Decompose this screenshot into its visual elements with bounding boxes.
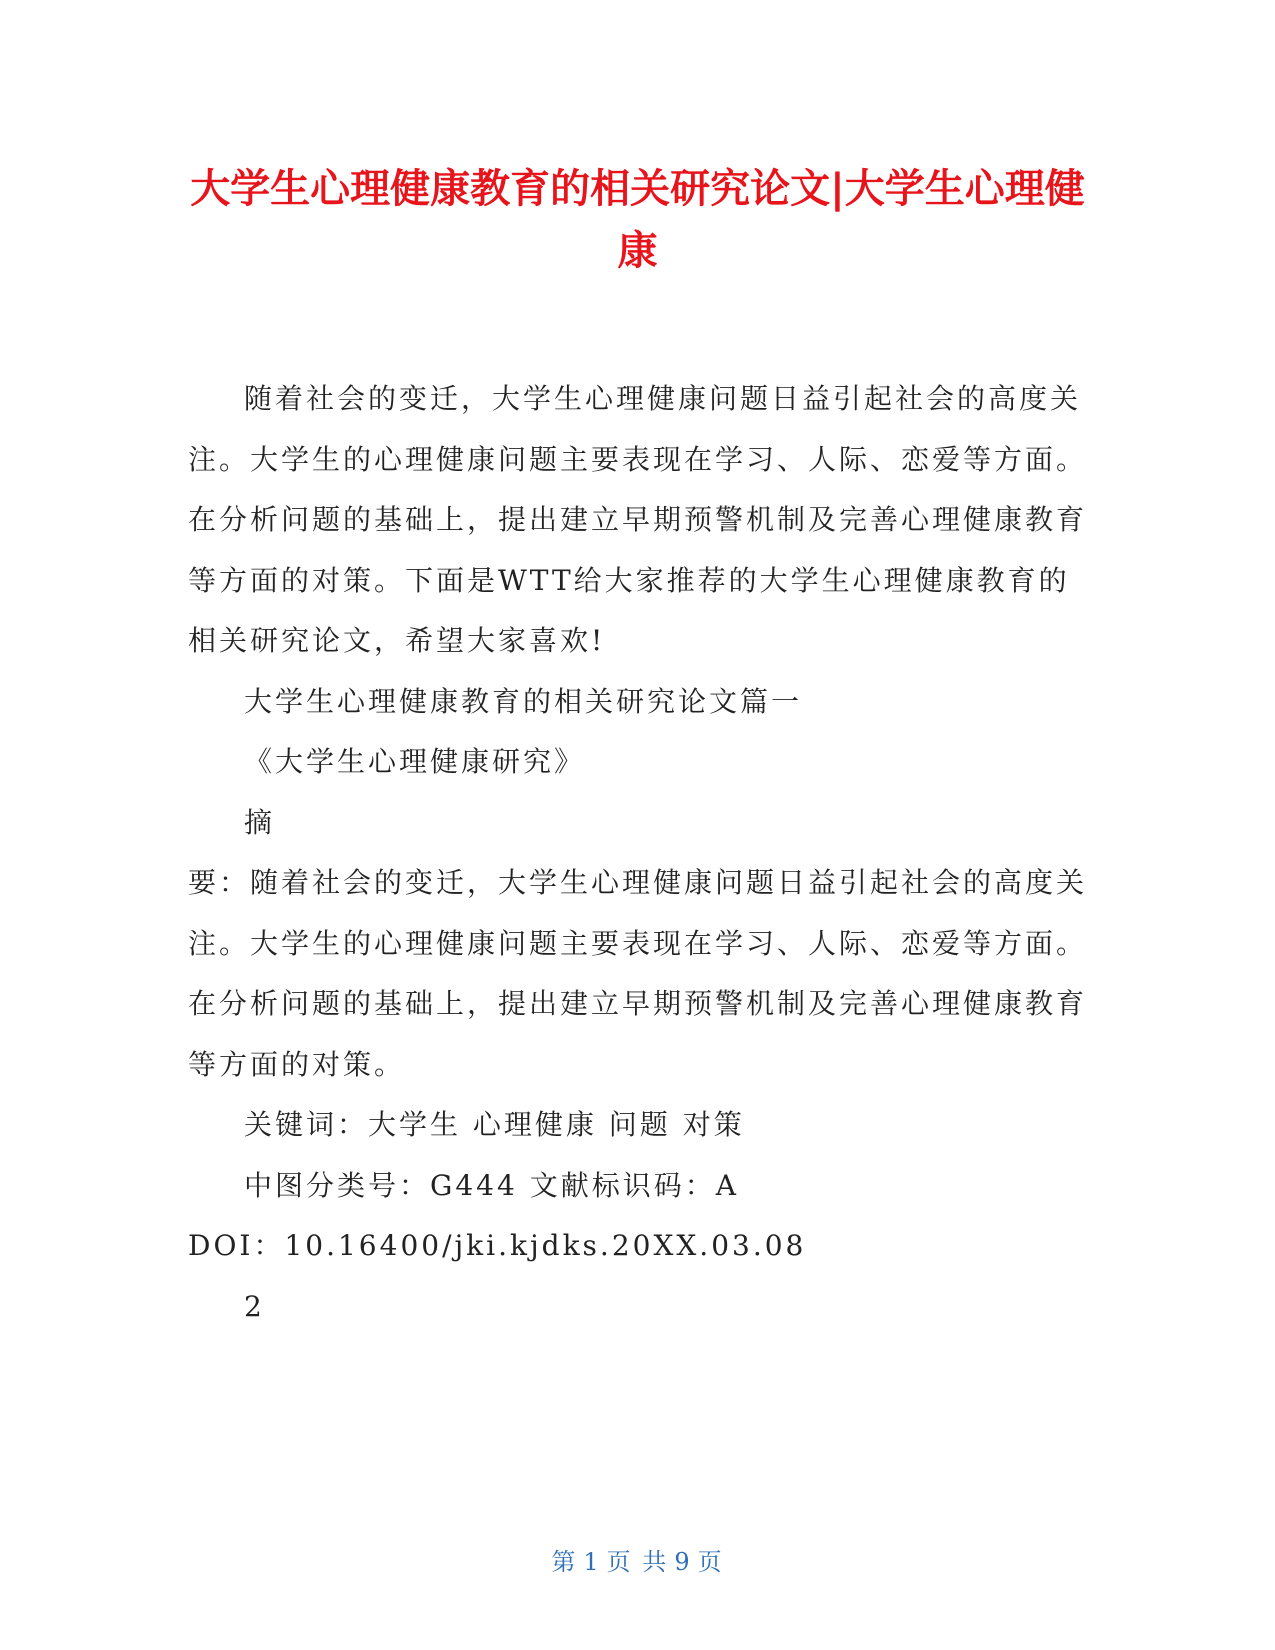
total-pages-number: 9 (674, 1548, 692, 1576)
paper-title: 《大学生心理健康研究》 (244, 745, 586, 778)
section-number: 2 (244, 1289, 265, 1323)
keywords-line: 关键词：大学生 心理健康 问题 对策 (244, 1108, 745, 1141)
current-page-number: 1 (583, 1548, 601, 1576)
footer-suffix: 页 (697, 1548, 724, 1576)
abstract-label: 摘 (244, 805, 276, 839)
page-footer (0, 1542, 1275, 1577)
footer-mid: 页 共 (606, 1548, 669, 1576)
document-body (188, 369, 1088, 1337)
document-title: 大学生心理健康教育的相关研究论文|大学生心理健康 (190, 166, 1085, 274)
footer-prefix: 第 (551, 1548, 578, 1576)
intro-paragraph: 随着社会的变迁，大学生心理健康问题日益引起社会的高度关注。大学生的心理健康问题主要表现在学习、人际、恋爱等方面。在分析问题的基础上，提出建立早期预警机制及完善心理健康教育等方面的对策。下面是WTT给大家推荐的大学生心理健康教育的相关研究论文，希望大家喜欢! (188, 382, 1088, 657)
doi-line: DOI：10.16400/jki.kjdks.20XX.03.08 (188, 1229, 807, 1262)
section-heading: 大学生心理健康教育的相关研究论文篇一 (244, 684, 803, 718)
classification-line: 中图分类号：G444 文献标识码：A (244, 1168, 739, 1202)
abstract-paragraph: 要：随着社会的变迁，大学生心理健康问题日益引起社会的高度关注。大学生的心理健康问题主要表现在学习、人际、恋爱等方面。在分析问题的基础上，提出建立早期预警机制及完善心理健康教育等方面的对策。 (188, 866, 1088, 1081)
